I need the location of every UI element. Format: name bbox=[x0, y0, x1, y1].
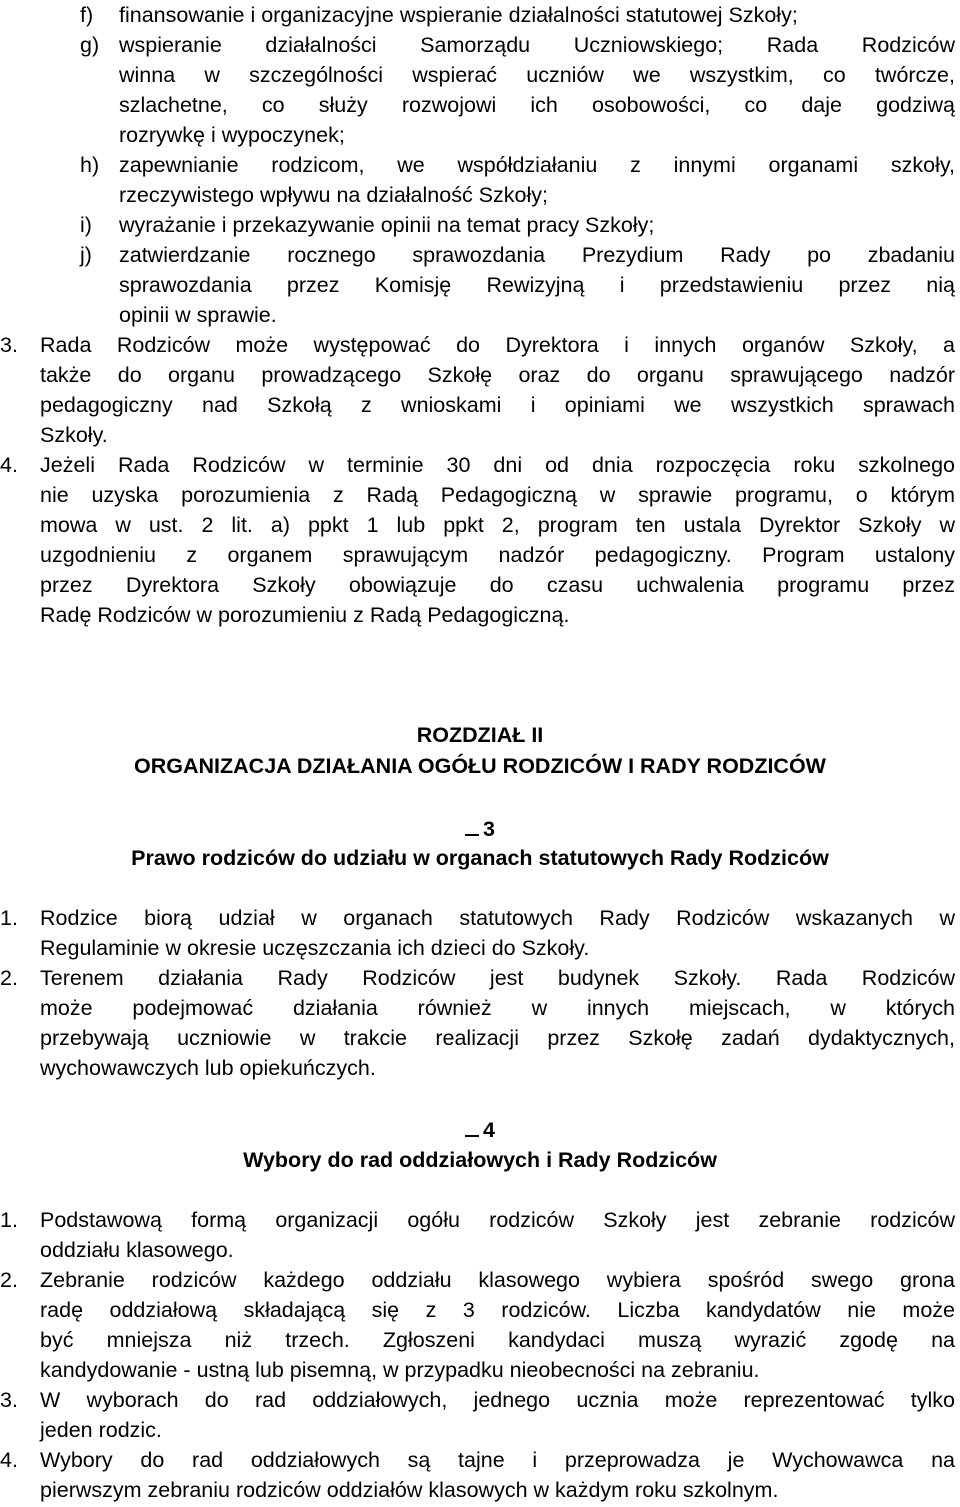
item-line: jeden rodzic. bbox=[40, 1418, 162, 1442]
list-item-text: sprawozdania przez Komisję Rewizyjną i przedstawieniu przez nią bbox=[119, 273, 955, 297]
paragraph-line: także do organu prowadzącego Szkołę oraz do organu sprawującego nadzór bbox=[40, 363, 955, 387]
item-line: pierwszym zebraniu rodziców oddziałów klasowych w każdym roku szkolnym. bbox=[40, 1478, 779, 1502]
item-line: być mniejsza niż trzech. Zgłoszeni kandydaci muszą wyrazić zgodę na bbox=[40, 1328, 955, 1352]
item-line: kandydowanie - ustną lub pisemną, w przypadku nieobecności na zebraniu. bbox=[40, 1358, 760, 1382]
paragraph-number: 4. bbox=[0, 453, 18, 477]
item-line: Regulaminie w okresie uczęszczania ich dzieci do Szkoły. bbox=[40, 936, 590, 960]
list-item-text: wyrażanie i przekazywanie opinii na temat pracy Szkoły; bbox=[119, 213, 655, 237]
section-4-title: Wybory do rad oddziałowych i Rady Rodziców bbox=[243, 1148, 717, 1172]
chapter-title: ORGANIZACJA DZIAŁANIA OGÓŁU RODZICÓW I RADY RODZICÓW bbox=[134, 754, 826, 778]
list-marker: h) bbox=[80, 153, 100, 177]
item-line: Zebranie rodziców każdego oddziału klasowego wybiera spośród swego grona bbox=[40, 1268, 955, 1292]
item-line: wychowawczych lub opiekuńczych. bbox=[40, 1056, 376, 1080]
section-3-number bbox=[0, 814, 960, 844]
list-marker: i) bbox=[80, 213, 92, 237]
list-item-text: finansowanie i organizacyjne wspieranie działalności statutowej Szkoły; bbox=[119, 3, 798, 27]
item-number: 2. bbox=[0, 1268, 18, 1292]
item-line: Terenem działania Rady Rodziców jest budynek Szkoły. Rada Rodziców bbox=[40, 966, 955, 990]
list-marker: f) bbox=[80, 3, 94, 27]
section-number-text: 3 bbox=[483, 817, 495, 841]
item-number: 3. bbox=[0, 1388, 18, 1412]
item-line: oddziału klasowego. bbox=[40, 1238, 234, 1262]
paragraph-line: nie uzyska porozumienia z Radą Pedagogiczną w sprawie programu, o którym bbox=[40, 483, 955, 507]
item-number: 2. bbox=[0, 966, 18, 990]
list-item-text: rzeczywistego wpływu na działalność Szkoły; bbox=[119, 183, 548, 207]
item-line: przebywają uczniowie w trakcie realizacji przez Szkołę zadań dydaktycznych, bbox=[40, 1026, 955, 1050]
list-item-text: zapewnianie rodzicom, we współdziałaniu z innymi organami szkoły, bbox=[119, 153, 955, 177]
paragraph-line: przez Dyrektora Szkoły obowiązuje do czasu uchwalenia programu przez bbox=[40, 573, 955, 597]
list-marker: j) bbox=[80, 243, 92, 267]
list-item-text: rozrywkę i wypoczynek; bbox=[119, 123, 345, 147]
list-item-text: zatwierdzanie rocznego sprawozdania Prezydium Rady po zbadaniu bbox=[119, 243, 955, 267]
list-item-text: opinii w sprawie. bbox=[119, 303, 277, 327]
list-item-text: szlachetne, co służy rozwojowi ich osobowości, co daje godziwą bbox=[119, 93, 955, 117]
paragraph-line: Rada Rodziców może występować do Dyrektora i innych organów Szkoły, a bbox=[40, 333, 955, 357]
section-sign-icon bbox=[465, 834, 479, 836]
paragraph-line: pedagogiczny nad Szkołą z wnioskami i opiniami we wszystkich sprawach bbox=[40, 393, 955, 417]
paragraph-line: Radę Rodziców w porozumieniu z Radą Pedagogiczną. bbox=[40, 603, 570, 627]
item-line: może podejmować działania również w innych miejscach, w których bbox=[40, 996, 955, 1020]
item-line: Podstawową formą organizacji ogółu rodziców Szkoły jest zebranie rodziców bbox=[40, 1208, 955, 1232]
list-marker: g) bbox=[80, 33, 100, 57]
item-number: 1. bbox=[0, 906, 18, 930]
item-number: 4. bbox=[0, 1448, 18, 1472]
item-line: Wybory do rad oddziałowych są tajne i przeprowadza je Wychowawca na bbox=[40, 1448, 955, 1472]
section-sign-icon bbox=[465, 1135, 479, 1137]
section-number-text: 4 bbox=[483, 1118, 495, 1142]
paragraph-line: uzgodnieniu z organem sprawującym nadzór pedagogiczny. Program ustalony bbox=[40, 543, 955, 567]
item-line: Rodzice biorą udział w organach statutowych Rady Rodziców wskazanych w bbox=[40, 906, 955, 930]
list-item-text: winna w szczególności wspierać uczniów we wszystkim, co twórcze, bbox=[119, 63, 955, 87]
paragraph-line: Szkoły. bbox=[40, 423, 108, 447]
item-number: 1. bbox=[0, 1208, 18, 1232]
paragraph-number: 3. bbox=[0, 333, 18, 357]
paragraph-line: mowa w ust. 2 lit. a) ppkt 1 lub ppkt 2, program ten ustala Dyrektor Szkoły w bbox=[40, 513, 955, 537]
chapter-label: ROZDZIAŁ II bbox=[416, 723, 544, 747]
paragraph-line: Jeżeli Rada Rodziców w terminie 30 dni od dnia rozpoczęcia roku szkolnego bbox=[40, 453, 955, 477]
section-4-number bbox=[0, 1115, 960, 1145]
section-3-title: Prawo rodziców do udziału w organach statutowych Rady Rodziców bbox=[131, 846, 829, 870]
item-line: W wyborach do rad oddziałowych, jednego ucznia może reprezentować tylko bbox=[40, 1388, 955, 1412]
list-item-text: wspieranie działalności Samorządu Uczniowskiego; Rada Rodziców bbox=[119, 33, 955, 57]
item-line: radę oddziałową składającą się z 3 rodziców. Liczba kandydatów nie może bbox=[40, 1298, 955, 1322]
